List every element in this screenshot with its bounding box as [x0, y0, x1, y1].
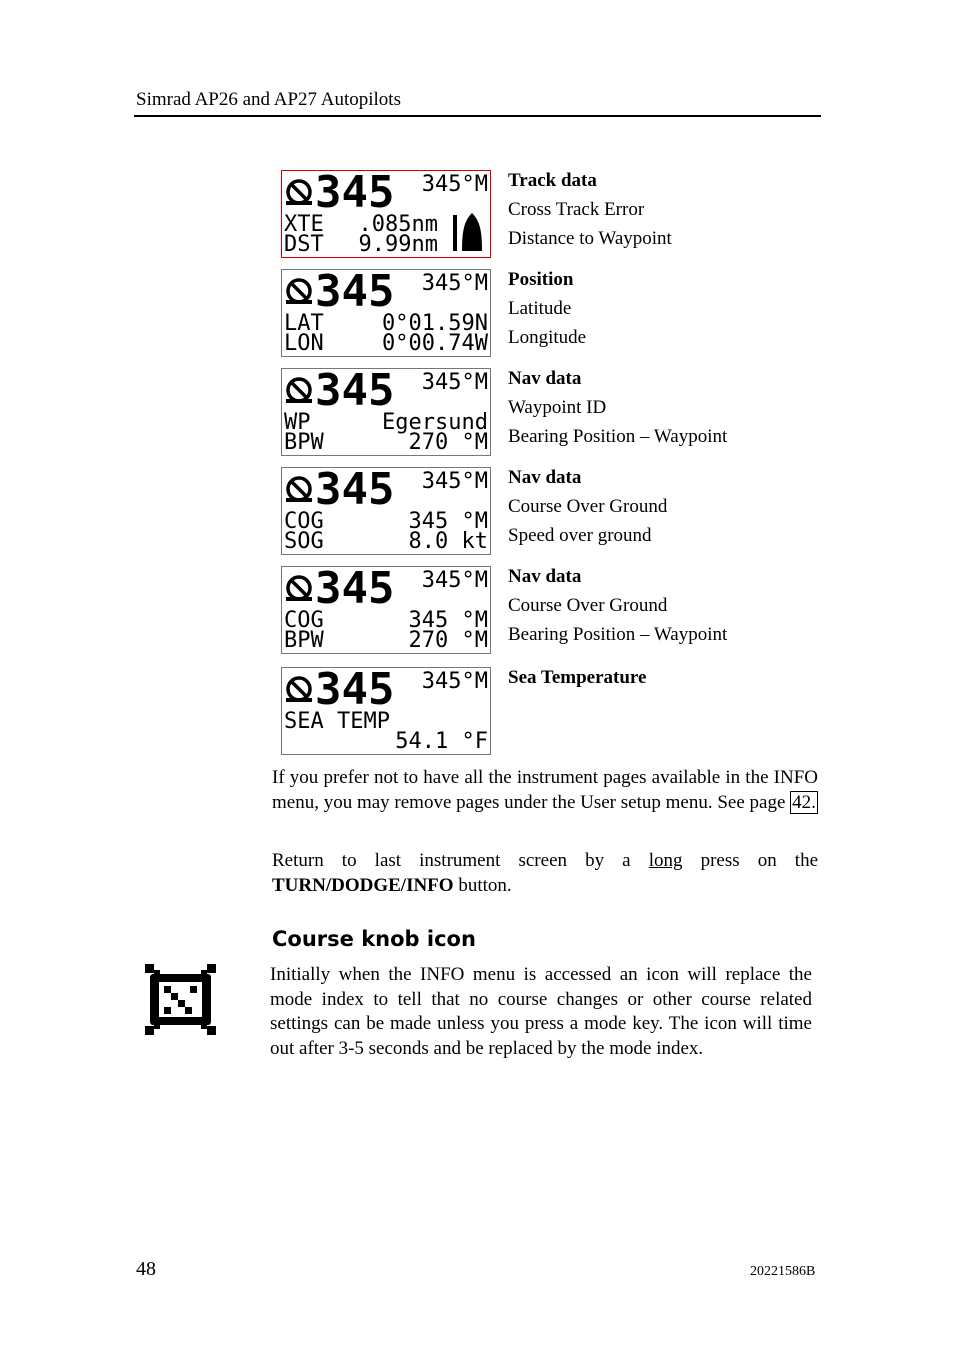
mode-index-icon [286, 478, 312, 502]
course-knob-locked-icon [145, 964, 216, 1035]
description-line: Course Over Ground [508, 496, 668, 517]
track-boat-icon [453, 213, 482, 251]
description-line: Latitude [508, 298, 572, 319]
description-title: Nav data [508, 566, 582, 587]
line2-label: BPW [284, 430, 324, 455]
description-line: Speed over ground [508, 525, 652, 546]
description-line: Bearing Position – Waypoint [508, 426, 728, 447]
heading-small: 345°M [421, 172, 488, 197]
line1-label: WP [284, 410, 311, 435]
line1-value: 0°01.59N [382, 311, 488, 336]
screen-description [508, 364, 727, 451]
running-header: Simrad AP26 and AP27 Autopilots [136, 89, 401, 110]
description-title: Position [508, 269, 574, 290]
line1-value: 345 °M [408, 509, 488, 534]
line2-label: BPW [284, 628, 324, 653]
description-line: Cross Track Error [508, 199, 645, 220]
heading-big: 345 [315, 468, 395, 515]
description-title: Track data [508, 170, 597, 191]
description-line: Course Over Ground [508, 595, 668, 616]
line2-value: 270 °M [408, 628, 488, 653]
mode-index-icon [286, 280, 312, 304]
line1-label: SEA TEMP [284, 709, 390, 734]
screen-description [508, 265, 586, 352]
line2-value: 54.1 °F [395, 729, 488, 754]
lcd-screen [281, 566, 491, 654]
line1-label: COG [284, 509, 324, 534]
paragraph-instrument-pages: If you prefer not to have all the instrument pages available in the INFO menu, you may remove pages under the User setup menu. See page 42. [272, 767, 818, 813]
line2-label: SOG [284, 529, 324, 554]
line2-label: LON [284, 331, 324, 356]
mode-index-icon [286, 181, 312, 205]
page-number: 48 [136, 1258, 156, 1280]
line1-label: XTE [284, 212, 324, 237]
screen-description [508, 562, 727, 649]
heading-big: 345 [315, 369, 395, 416]
heading-small: 345°M [421, 469, 488, 494]
heading-small: 345°M [421, 271, 488, 296]
line2-value: 0°00.74W [382, 331, 488, 356]
description-line: Bearing Position – Waypoint [508, 624, 728, 645]
heading-big: 345 [315, 567, 395, 614]
line1-label: LAT [284, 311, 324, 336]
heading-small: 345°M [421, 370, 488, 395]
lcd-screen [281, 667, 491, 755]
paragraph-return: Return to last instrument screen by a long press on the TURN/DODGE/INFO button. [272, 850, 819, 896]
line1-value: 345 °M [408, 608, 488, 633]
description-line: Longitude [508, 327, 587, 348]
description-title: Nav data [508, 368, 582, 389]
mode-index-icon [286, 678, 312, 702]
description-title: Nav data [508, 467, 582, 488]
description-title: Sea Temperature [508, 667, 647, 688]
line1-value: .085nm [358, 212, 438, 237]
description-line: Distance to Waypoint [508, 228, 672, 249]
heading-big: 345 [315, 270, 395, 317]
course-knob-description: Initially when the INFO menu is accessed an icon will replace the mode index to tell that no course changes or other course related settings can be made unless you press a mode key. The icon will time out after 3-5 seconds and be replaced by the mode index. [270, 964, 812, 1059]
mode-index-icon [286, 379, 312, 403]
document-number: 20221586B [750, 1264, 816, 1279]
lcd-screen [281, 368, 491, 456]
section-heading: Course knob icon [272, 927, 476, 951]
header-rule [134, 115, 821, 117]
line2-value: 9.99nm [358, 232, 438, 257]
heading-small: 345°M [421, 568, 488, 593]
line1-value: Egersund [382, 410, 488, 435]
mode-index-icon [286, 577, 312, 601]
description-line: Waypoint ID [508, 397, 607, 418]
heading-big: 345 [315, 171, 395, 218]
line1-label: COG [284, 608, 324, 633]
screen-description [508, 663, 646, 692]
line2-value: 270 °M [408, 430, 488, 455]
screen-description [508, 166, 672, 253]
heading-big: 345 [315, 668, 395, 715]
lcd-screen [281, 170, 491, 258]
page-reference-link[interactable]: 42. [792, 791, 816, 813]
lcd-screen [281, 269, 491, 357]
lcd-screen [281, 467, 491, 555]
line2-value: 8.0 kt [408, 529, 488, 554]
line2-label: DST [284, 232, 324, 257]
heading-small: 345°M [421, 669, 488, 694]
screen-description [508, 463, 667, 550]
